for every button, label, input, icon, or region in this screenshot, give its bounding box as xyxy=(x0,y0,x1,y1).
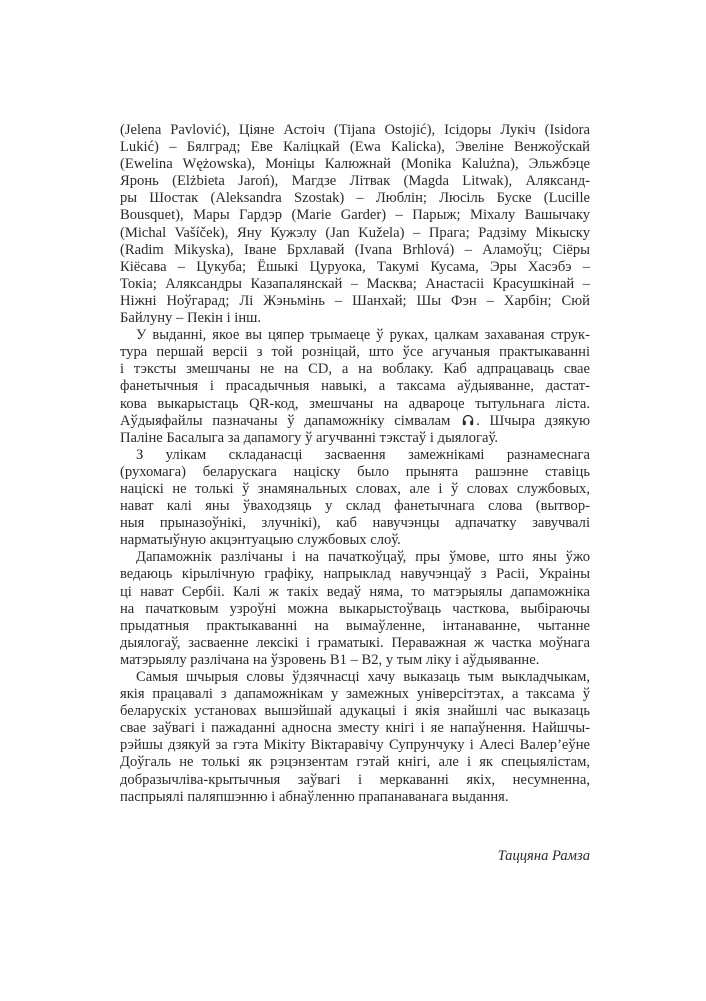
text-line-content: Bousquet), Мары Гардэр (Marie Garder) – Парыж; Міхалу Вашычаку xyxy=(120,207,590,224)
text-line-content: рэйшы дзякуй за гэта Мікіту Віктаравічу Супрунчуку і Алесі Валер’еўне xyxy=(120,737,590,754)
text-line xyxy=(120,720,590,737)
text-line xyxy=(120,584,590,601)
text-line-content: і тэксты змешчаны не на CD, а на воблаку. Каб адпрацаваць свае xyxy=(120,361,590,378)
text-line-content: (Michal Vašíček), Яну Кужэлу (Jan Kužela) – Прага; Радзіму Мікыску xyxy=(120,224,590,241)
text-line-content: Дапаможнік разлічаны і на пачаткоўцаў, пры ўмове, што яны ўжо xyxy=(136,549,590,566)
text-line-content: (Radim Mikyska), Іване Брхлавай (Ivana Brhlová) – Аламоўц; Сіёры xyxy=(120,241,590,258)
text-line xyxy=(120,464,590,481)
text-line-content xyxy=(120,413,590,430)
text-line-content: ці нават Сербіі. Калі ж такіх ведаў няма, то матэрыялы дапаможніка xyxy=(120,583,590,600)
text-line-content: нарматыўную акцэнтуацыю службовых слоў. xyxy=(120,532,401,549)
text-line-content: ры Шостак (Aleksandra Szostak) – Люблін; Люсіль Буске (Lucille xyxy=(120,190,590,207)
text-line xyxy=(120,139,590,156)
text-line-content: Кіёсава – Цукуба; Ёшыкі Цуруока, Такумі Кусама, Эры Хасэбэ – xyxy=(120,258,590,275)
text-line xyxy=(120,378,590,395)
text-line-content: матэрыялу разлічана на ўзровень B1 – B2, у тым ліку і аўдыяванне. xyxy=(120,651,540,668)
text-line xyxy=(120,566,590,583)
page-body xyxy=(120,122,590,806)
text-line-content: ныя прыназоўнікі, злучнікі), каб навучэнцы адпачатку завучвалі xyxy=(120,515,590,532)
text-line xyxy=(120,259,590,276)
text-line-content: тура першай версіі з той розніцай, што ўсе агучаныя практыкаванні xyxy=(120,344,590,361)
text-line-content: на пачатковым узроўні можна выкарыстоўваць часткова, выбіраючы xyxy=(120,600,590,617)
text-segment: Аўдыяфайлы пазначаны ў дапаможніку сімвалам xyxy=(120,412,451,429)
text-line xyxy=(120,618,590,635)
text-line-content: Яронь (Elżbieta Jaroń), Магдзе Літвак (Magda Litwak), Аляксанд- xyxy=(120,173,590,190)
text-line-content: кова выкарыстаць QR-код, змешчаны на адвароце тытульнага ліста. xyxy=(120,395,590,412)
text-line xyxy=(120,772,590,789)
text-line xyxy=(120,789,590,806)
text-line xyxy=(120,532,590,549)
text-line-content: беларускіх установах вышэйшай адукацыі і якія знайшлі час выказаць xyxy=(120,703,590,720)
paragraph xyxy=(120,447,590,550)
paragraph xyxy=(120,327,590,447)
text-line-content: (Jelena Pavlović), Ціяне Астоіч (Tijana Ostojić), Ісідоры Лукіч (Isidora xyxy=(120,122,590,138)
paragraph xyxy=(120,549,590,669)
text-line xyxy=(120,481,590,498)
author-signature: Таццяна Рамза xyxy=(497,848,590,864)
text-line-content: Паліне Басалыга за дапамогу ў агучванні тэкстаў і дыялогаў. xyxy=(120,429,498,446)
text-line xyxy=(120,754,590,771)
text-line-content: добразычліва-крытычныя заўвагі і меркаванні якіх, несумненна, xyxy=(120,771,590,788)
text-line xyxy=(120,173,590,190)
text-line xyxy=(120,430,590,447)
headphones-icon xyxy=(462,414,474,426)
text-line xyxy=(120,447,590,464)
text-line-content: Lukić) – Бялград; Еве Каліцкай (Ewa Kalicka), Эвеліне Венжоўскай xyxy=(120,139,590,156)
text-line xyxy=(120,413,590,430)
text-line xyxy=(120,669,590,686)
text-line xyxy=(120,344,590,361)
text-line xyxy=(120,242,590,259)
text-line-content: свае заўвагі і пажаданні адносна зместу кнігі і яе напаўнення. Найшчы- xyxy=(120,720,590,737)
text-line xyxy=(120,549,590,566)
text-line xyxy=(120,703,590,720)
text-line-content: (рухомага) беларускага націску было прынята рашэнне ставіць xyxy=(120,463,590,480)
paragraph xyxy=(120,669,590,806)
text-line xyxy=(120,737,590,754)
text-line xyxy=(120,601,590,618)
text-line-content: Токіа; Аляксандры Казапалянскай – Масква; Анастасіі Красушкінай – xyxy=(120,275,590,292)
text-line-content: Доўгаль не толькі як рэцэнзентам гэтай кнігі, але і як спецыялістам, xyxy=(120,754,590,771)
text-line xyxy=(120,396,590,413)
text-line-content: Самыя шчырыя словы ўдзячнасці хачу выказаць тым выкладчыкам, xyxy=(136,669,590,685)
text-line-content: У выданні, якое вы цяпер трымаеце ў руках, цалкам захаваная струк- xyxy=(136,327,590,344)
text-line-content: фанетычныя і прасадычныя навыкі, а таксама аўдыяванне, дастат- xyxy=(120,378,590,395)
text-line-content: прыдатныя практыкаванні на вымаўленне, інтанаванне, чытанне xyxy=(120,617,590,634)
text-line-content: Ніжні Ноўгарад; Лі Жэньмінь – Шанхай; Шы Фэн – Харбін; Сюй xyxy=(120,292,590,309)
text-line-content: (Ewelina Wężowska), Моніцы Калюжнай (Monika Kalużna), Эльжбэце xyxy=(120,156,590,173)
text-line-content: якія працавалі з дапаможнікам у замежных універсітэтах, а таксама ў xyxy=(120,686,590,703)
text-line xyxy=(120,635,590,652)
text-line xyxy=(120,361,590,378)
text-line-content: націскі не толькі ў знамянальных словах, але і ў словах службовых, xyxy=(120,480,590,497)
text-line-content: дыялогаў, засваенне лексікі і граматыкі. Пераважная ж частка моўнага xyxy=(120,634,590,651)
text-line xyxy=(120,515,590,532)
text-line xyxy=(120,293,590,310)
paragraph xyxy=(120,122,590,327)
text-line xyxy=(120,122,590,139)
text-line xyxy=(120,498,590,515)
text-line xyxy=(120,276,590,293)
text-line xyxy=(120,156,590,173)
text-segment: . Шчыра дзякую xyxy=(476,412,590,429)
text-line-content: ведаюць кірылічную графіку, напрыклад навучэнцаў з Расіі, Украіны xyxy=(120,566,590,583)
text-line-content: Байлуну – Пекін і інш. xyxy=(120,310,262,327)
text-line xyxy=(120,310,590,327)
text-line xyxy=(120,652,590,669)
text-line-content: паспрыялі паляпшэнню і абнаўленню прапанаванага выдання. xyxy=(120,788,509,805)
text-line-content: З улікам складанасці засваення замежнікамі разнамеснага xyxy=(136,446,590,463)
text-line xyxy=(120,686,590,703)
text-line xyxy=(120,207,590,224)
text-line xyxy=(120,327,590,344)
text-line-content: нават калі яны ўваходзяць у склад фанетычнага слова (вытвор- xyxy=(120,498,590,515)
text-line xyxy=(120,225,590,242)
text-line xyxy=(120,190,590,207)
